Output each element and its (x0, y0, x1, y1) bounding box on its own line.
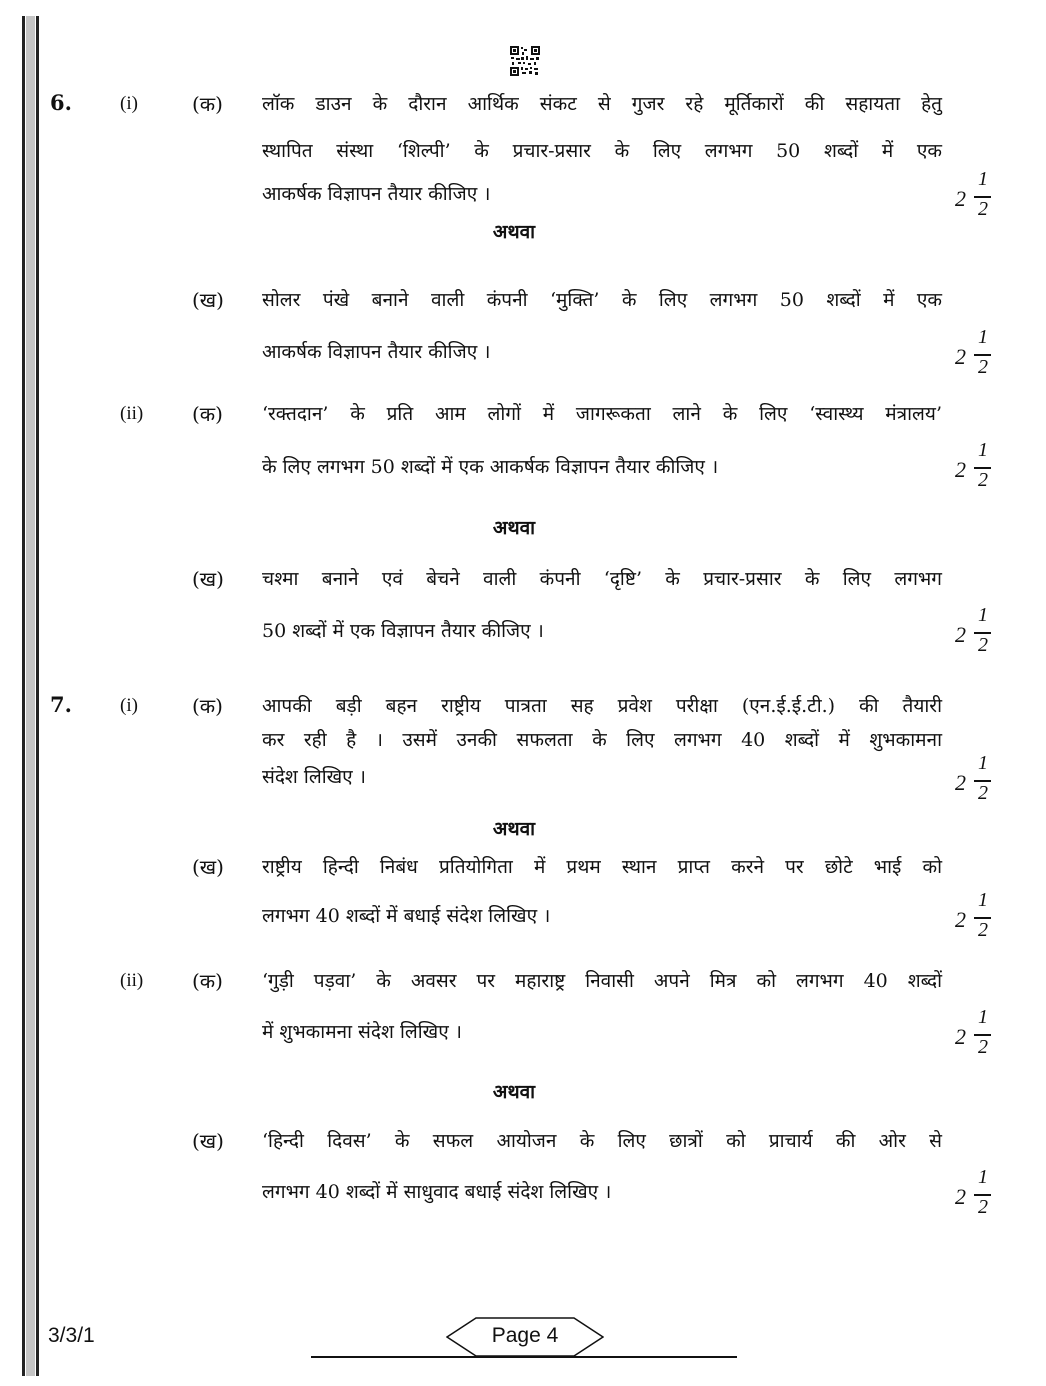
option-label: (ख) (192, 288, 224, 312)
marks-numerator: 1 (978, 1006, 988, 1028)
question-number: 6. (50, 90, 72, 115)
margin-line-right (36, 16, 39, 1376)
marks-fraction (955, 752, 1005, 812)
question-text-line: संदेश लिखिए । (262, 766, 366, 788)
marks-whole: 2 (955, 457, 966, 482)
or-separator: अथवा (492, 818, 536, 840)
marks-fraction (955, 889, 1005, 949)
question-text-line: सोलर पंखे बनाने वाली कंपनी ‘मुक्ति’ के लिए लगभग 50 शब्दों में एक (262, 289, 942, 311)
page-number-badge (446, 1317, 604, 1357)
question-text-line: आकर्षक विज्ञापन तैयार कीजिए । (262, 183, 491, 205)
marks-fraction (955, 1006, 1005, 1066)
question-text-line: लगभग 40 शब्दों में बधाई संदेश लिखिए । (262, 905, 551, 927)
marks-whole: 2 (955, 344, 966, 369)
marks-whole: 2 (955, 770, 966, 795)
marks-whole: 2 (955, 907, 966, 932)
question-text-line: आकर्षक विज्ञापन तैयार कीजिए । (262, 341, 491, 363)
part-roman: (ii) (120, 403, 144, 424)
part-roman: (i) (120, 695, 138, 716)
option-label: (ख) (192, 1129, 224, 1153)
part-roman: (i) (120, 93, 138, 114)
option-label: (क) (192, 694, 223, 718)
question-text-line: राष्ट्रीय हिन्दी निबंध प्रतियोगिता में प्रथम स्थान प्राप्त करने पर छोटे भाई को (262, 856, 942, 878)
footer-rule (311, 1356, 737, 1358)
option-label: (क) (192, 92, 223, 116)
question-text-line: 50 शब्दों में एक विज्ञापन तैयार कीजिए । (262, 620, 544, 642)
marks-denominator: 2 (978, 634, 988, 656)
marks-whole: 2 (955, 1024, 966, 1049)
option-label: (क) (192, 969, 223, 993)
option-label: (ख) (192, 567, 224, 591)
marks-whole: 2 (955, 186, 966, 211)
margin-fill (26, 16, 35, 1376)
or-separator: अथवा (492, 221, 536, 243)
marks-denominator: 2 (978, 198, 988, 220)
marks-denominator: 2 (978, 1036, 988, 1058)
marks-fraction (955, 439, 1005, 499)
marks-fraction (955, 604, 1005, 664)
question-text-line: ‘गुड़ी पड़वा’ के अवसर पर महाराष्ट्र निवासी अपने मित्र को लगभग 40 शब्दों (262, 970, 942, 992)
marks-numerator: 1 (978, 1166, 988, 1188)
marks-numerator: 1 (978, 752, 988, 774)
or-separator: अथवा (492, 1081, 536, 1103)
margin-bar (22, 16, 39, 1376)
question-text-line: ‘रक्तदान’ के प्रति आम लोगों में जागरूकता लाने के लिए ‘स्वास्थ्य मंत्रालय’ (262, 403, 942, 425)
marks-whole: 2 (955, 1184, 966, 1209)
marks-denominator: 2 (978, 919, 988, 941)
question-text-line: में शुभकामना संदेश लिखिए । (262, 1021, 462, 1043)
option-label: (क) (192, 402, 223, 426)
marks-numerator: 1 (978, 889, 988, 911)
margin-line-left (22, 16, 25, 1376)
question-text-line: लॉक डाउन के दौरान आर्थिक संकट से गुजर रहे मूर्तिकारों की सहायता हेतु (262, 93, 942, 115)
marks-numerator: 1 (978, 326, 988, 348)
question-text-line: के लिए लगभग 50 शब्दों में एक आकर्षक विज्ञापन तैयार कीजिए । (262, 456, 719, 478)
page-number: Page 4 (491, 1324, 559, 1347)
qr-code-icon (510, 46, 540, 76)
marks-denominator: 2 (978, 356, 988, 378)
marks-numerator: 1 (978, 168, 988, 190)
marks-numerator: 1 (978, 604, 988, 626)
question-number: 7. (50, 692, 72, 717)
marks-whole: 2 (955, 622, 966, 647)
question-text-line: कर रही है । उसमें उनकी सफलता के लिए लगभग 40 शब्दों में शुभकामना (262, 729, 942, 751)
marks-denominator: 2 (978, 1196, 988, 1218)
question-text-line: आपकी बड़ी बहन राष्ट्रीय पात्रता सह प्रवेश परीक्षा (एन.ई.ई.टी.) की तैयारी (262, 695, 942, 717)
marks-fraction (955, 1166, 1005, 1226)
or-separator: अथवा (492, 517, 536, 539)
part-roman: (ii) (120, 970, 144, 991)
paper-code: 3/3/1 (48, 1324, 95, 1347)
marks-denominator: 2 (978, 469, 988, 491)
option-label: (ख) (192, 855, 224, 879)
marks-fraction (955, 168, 1005, 228)
marks-numerator: 1 (978, 439, 988, 461)
question-text-line: चश्मा बनाने एवं बेचने वाली कंपनी ‘दृष्टि’ के प्रचार-प्रसार के लिए लगभग (262, 568, 942, 590)
question-text-line: लगभग 40 शब्दों में साधुवाद बधाई संदेश लिखिए । (262, 1181, 612, 1203)
marks-fraction (955, 326, 1005, 386)
marks-denominator: 2 (978, 782, 988, 804)
question-text-line: स्थापित संस्था ‘शिल्पी’ के प्रचार-प्रसार के लिए लगभग 50 शब्दों में एक (262, 140, 942, 162)
question-text-line: ‘हिन्दी दिवस’ के सफल आयोजन के लिए छात्रों को प्राचार्य की ओर से (262, 1130, 942, 1152)
